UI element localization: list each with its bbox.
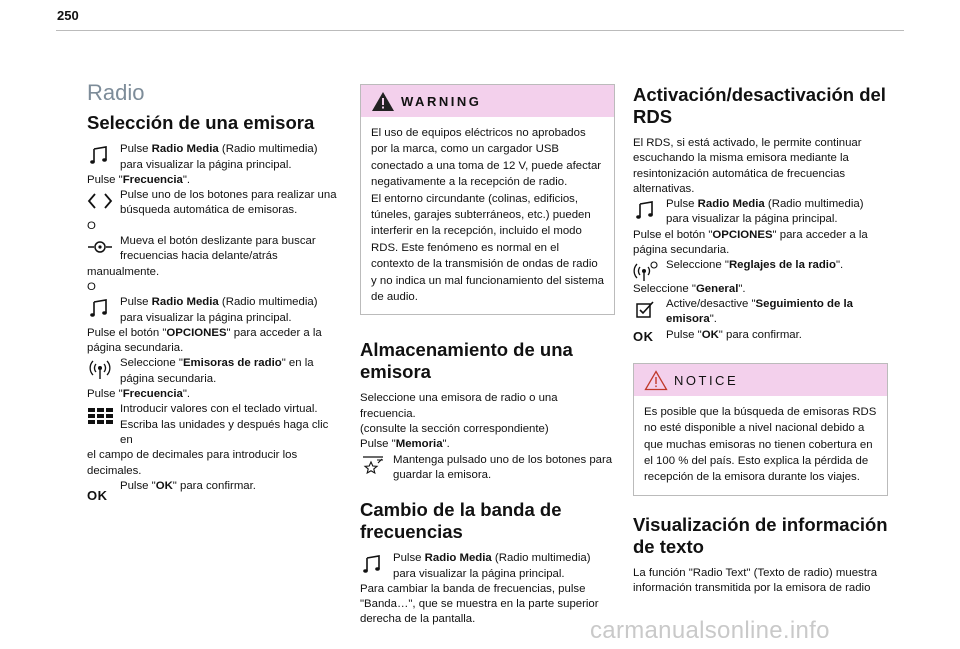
step-radio-stations	[87, 356, 342, 387]
bold-text: Frecuencia	[122, 173, 183, 186]
chevron-left-right-icon	[87, 190, 113, 212]
keypad-icon	[87, 404, 113, 426]
bold-text: General	[695, 282, 739, 295]
text: Pulse el botón "	[633, 228, 713, 241]
warning-triangle-icon	[371, 91, 395, 112]
section-heading-rds: Activación/desactivación del RDS	[633, 84, 886, 127]
text: " para confirmar.	[172, 479, 256, 492]
bold-text: Radio Media	[697, 198, 765, 211]
paragraph	[87, 326, 342, 357]
warning-title: WARNING	[401, 94, 482, 109]
page-title: Radio	[87, 80, 145, 105]
music-note-icon	[360, 553, 386, 575]
ok-icon: OK	[633, 328, 654, 344]
text: " para confirmar.	[718, 328, 802, 341]
paragraph: Para cambiar la banda de frecuencias, pulse "Banda…", que se muestra en la parte superior derecha de la pantalla.	[360, 582, 599, 626]
radio-waves-icon	[87, 358, 113, 380]
music-note-icon	[87, 297, 113, 319]
bold-text: Memoria	[395, 438, 443, 451]
text: (Radio multimedia) para visualizar la página principal.	[120, 143, 318, 171]
text: ".	[709, 313, 717, 326]
bold-text: Radio Media	[151, 143, 219, 156]
ok-icon: OK	[87, 487, 108, 503]
bold-text: Reglajes de la radio	[728, 259, 836, 272]
step-station-following	[633, 297, 888, 328]
text: Pulse	[393, 552, 425, 565]
step-ok	[87, 479, 342, 503]
notice-title: NOTICE	[674, 372, 739, 388]
settings-radio-icon	[633, 260, 659, 282]
notice-text: Es posible que la búsqueda de emisoras RDS no esté disponible a nivel nacional debido a que muchas emisoras no tienen cobertura en el 100 % del país. Esto explica la pérdida de recepción de la emisora durante los viajes.	[644, 405, 877, 484]
bold-text: Radio Media	[424, 552, 492, 565]
watermark: carmanualsonline.info	[590, 617, 830, 644]
text: Seleccione "	[666, 259, 729, 272]
step-text: Mantenga pulsado uno de los botones para guardar la emisora.	[393, 453, 613, 481]
text: Seleccione "	[633, 282, 696, 295]
column-1	[87, 80, 342, 503]
or-text: O	[87, 219, 96, 232]
paragraph: manualmente.	[87, 265, 160, 278]
step-manual-slider	[87, 234, 342, 265]
step-radio-media	[87, 142, 342, 173]
text: Pulse	[666, 198, 698, 211]
music-note-icon	[633, 199, 659, 221]
paragraph	[87, 173, 342, 188]
section-heading-radio-text: Visualización de información de texto	[633, 513, 888, 557]
text: Pulse	[120, 296, 152, 309]
text: (Radio multimedia) para visualizar la página principal.	[120, 296, 318, 324]
music-note-icon	[87, 144, 113, 166]
paragraph: (consulte la sección correspondiente)	[360, 423, 549, 436]
star-save-icon	[360, 455, 386, 477]
paragraph: La función "Radio Text" (Texto de radio) muestra información transmitida por la emisora de radio	[633, 566, 878, 595]
paragraph	[633, 282, 888, 297]
step-memory	[360, 453, 615, 484]
checkbox-edit-icon	[633, 299, 659, 321]
text: Seleccione "	[120, 357, 183, 370]
text: (Radio multimedia) para visualizar la página principal.	[666, 198, 864, 226]
page-number: 250	[57, 8, 79, 23]
bold-text: Frecuencia	[122, 388, 183, 401]
text: " en la página secundaria.	[120, 357, 314, 385]
step-auto-search	[87, 188, 342, 219]
notice-header	[634, 364, 887, 396]
text: Pulse el botón "	[87, 326, 167, 339]
text: ".	[182, 173, 191, 186]
bold-text: Radio Media	[151, 296, 219, 309]
step-text: Pulse uno de los botones para realizar una búsqueda automática de emisoras.	[120, 189, 337, 217]
step-radio-media-2	[87, 295, 342, 326]
paragraph: Seleccione una emisora de radio o una frecuencia.	[360, 392, 558, 420]
text: " para acceder a la página secundaria.	[633, 228, 868, 257]
paragraph	[633, 228, 888, 259]
text: ".	[182, 388, 191, 401]
text: ".	[738, 282, 746, 295]
bold-text: Emisoras de radio	[182, 357, 282, 370]
warning-body	[361, 117, 614, 314]
step-text: Mueva el botón deslizante para buscar frecuencias hacia delante/atrás	[120, 235, 316, 263]
warning-triangle-icon	[644, 370, 668, 391]
step-text: Escriba las unidades y después haga clic en	[120, 418, 329, 446]
column-3	[633, 84, 888, 596]
bold-text: OK	[701, 328, 719, 341]
text: ".	[442, 438, 450, 451]
text: Pulse "	[360, 438, 396, 451]
text: Active/desactive "	[666, 297, 756, 310]
step-radio-media-3	[360, 551, 615, 582]
warning-text: El entorno circundante (colinas, edificios, túneles, garajes subterráneos, etc.) pueden interferir en la recepción, incluido el modo RDS. Este fenómeno es normal en el contexto de la transmisión de ondas de radio y no indica un mal funcionamiento del sistema de audio.	[371, 192, 605, 304]
warning-header	[361, 85, 614, 117]
bold-text: OPCIONES	[166, 326, 227, 339]
text: Pulse "	[87, 173, 123, 186]
notice-box	[633, 363, 888, 496]
paragraph	[360, 437, 615, 452]
step-ok-2	[633, 328, 888, 343]
text: Pulse "	[120, 479, 156, 492]
paragraph: El RDS, si está activado, le permite continuar escuchando la misma emisora mediante la resintonización automática de frecuencias alternativas.	[633, 137, 862, 195]
text: ".	[835, 259, 844, 272]
bold-text: OK	[155, 479, 173, 492]
step-virtual-keyboard	[87, 402, 342, 448]
text: Pulse "	[666, 328, 702, 341]
bold-text: OPCIONES	[712, 228, 773, 241]
top-divider	[56, 30, 904, 31]
slider-target-icon	[87, 236, 113, 258]
text: Pulse "	[87, 388, 123, 401]
paragraph: el campo de decimales para introducir los decimales.	[87, 449, 298, 477]
bold-text: Seguimiento de la emisora	[666, 297, 853, 326]
step-radio-media-4	[633, 197, 888, 228]
warning-box	[360, 84, 615, 315]
section-heading-station-selection: Selección de una emisora	[87, 112, 315, 134]
section-heading-store-station: Almacenamiento de una emisora	[360, 339, 573, 383]
column-2	[360, 84, 615, 628]
text: Pulse	[120, 143, 152, 156]
step-radio-settings	[633, 258, 888, 273]
step-text: Introducir valores con el teclado virtual.	[120, 403, 318, 416]
paragraph	[87, 387, 342, 402]
warning-text: El uso de equipos eléctricos no aprobados por la marca, como un cargador USB conectado a una toma de 12 V, puede afectar negativamente a la recepción de radio.	[371, 127, 602, 189]
text: (Radio multimedia) para visualizar la página principal.	[393, 552, 591, 580]
or-text: O	[87, 280, 96, 293]
notice-body	[634, 396, 887, 495]
section-heading-change-band: Cambio de la banda de frecuencias	[360, 499, 562, 543]
text: " para acceder a la página secundaria.	[87, 326, 322, 355]
